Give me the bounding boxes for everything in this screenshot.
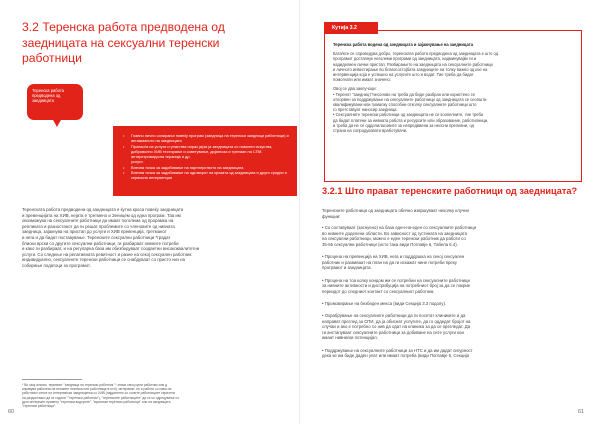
page-number-right: 61 xyxy=(578,409,585,415)
right-body-text xyxy=(322,208,584,366)
box-paragraph: Ката/ксе се спроведува добро, теренската работа предводена од заедницата е што од програмот достапнук неголеми програми од заедницата, надминувајќи ги и надиделиен лични пристап. Разбирањето на заедницата на сексуалните работници и личното инвестирање во благосостојбата заедниците на толку важно од кое на интервенција која е успешно на услугите што и водат. Тие треба да бидат помогнати или имаат значено. xyxy=(333,51,499,83)
box-tab: Кутија 3.2 xyxy=(324,22,378,34)
bullet-item: • Главно лично сопирање повеќу програм (заедница на теренски заедници работници) и ангажманото на заедницата xyxy=(123,133,289,144)
page-number-left: 60 xyxy=(8,409,15,415)
list-item: • Процена на превенција на ХИВ, нега и подддршка на секој сексуален работник и развиваат на план на да ги искажат нине потреби преку програмот и заедницата. xyxy=(322,254,465,271)
page-spine xyxy=(299,0,300,424)
intro-paragraph: Теренските работници од заедницата обично извршуваат неколку клучни функции: xyxy=(322,208,469,219)
list-item: • Со составуваат (заснуено) на база еден-на-еден со сексуалните работници во нивните доделени области. Во зависност од густината на заедницата на сексуални работници, можно е еден теренски работник да работи со 35-65 сексуални работници (исто така види Поглавје 6, Табела 6.4). xyxy=(322,225,477,247)
bullet-dot-icon: • xyxy=(123,143,125,149)
speech-bubble-tail xyxy=(52,118,62,127)
box-title: Теренска работа водена од заедницата и зајакнување на заедницата xyxy=(333,42,474,47)
list-item: • Поддржување на сексуалните работници за НТС и да им дадат сигурност дека ке им биде даден упат или имаат потреба (види Поглавје 5, Секција xyxy=(322,347,473,359)
section-title: 3.2 Теренска работа предводена од заедницата на сексуални теренски работници xyxy=(22,20,225,65)
bullet-dot-icon: • xyxy=(123,170,125,176)
bullet-item: • Влезна точка за задобивање на одговорот на кризата од заедницата и други сродни и сервисни интервенции xyxy=(123,170,287,181)
list-item: • Охрабрување на сексуалните работници да ги посетат клиниките и да направат преглед за СПИ, да ја обиснат услугите, да го оддедат бројот на случаи и ако е потребно со нив да одат на клиника за да се прегледат. Да ги анстапуваат сексуалните работници за добиване на сите услуги кои имаат нивниски потенцијал. xyxy=(322,313,471,341)
speech-bubble: Теренска работа предводена од заедницата xyxy=(27,84,83,120)
list-item: • Промовирање на безбеден мекса (види Секција 3.3 подолу). xyxy=(322,300,447,306)
bullet-item: услуги xyxy=(131,159,143,165)
bullet-dot-icon: • xyxy=(123,164,125,170)
bullet-item: • Влезна точка за задобивање на партнерството на заедницата xyxy=(123,164,244,170)
list-item: • Процена на тоа колку кондом им се потребни на сексуалните работници за нивните активности и дистрибуција на потребниот број за да се покрие периодот до следниот контакт со сексуалниот работник. xyxy=(322,277,471,294)
box-content xyxy=(333,42,573,137)
bullets-box xyxy=(113,126,297,196)
left-body-text: Теренската работа предводена од заедницата е ќутна кроса повеќу заедницата и превенцијата на ХИВ, нејата е третмено и Зеницем од една програм. Таа им овозможува на сексуалните работници да имаат поголема од прорамка на репликата и разностанот да ги решат проблемите со членовите од нивната заедница, зајакнува на пристап до услуги и ХИВ превенција, третманот и нега и да бидат поставување. Теренските сексуални работници *градат блиски врски со другите сексуални работници, ги разбираат нивните потреби и како ги разбираат, и на регуларна база им обезбедуваат соодветни висококвалитетни услуги. Со следење на релативната ревитност и разне на секој сексуален работник индивидуално, сексуалните теренски работници се снабдуваат со присто низ на собирање податоци за програмот. xyxy=(22,207,200,268)
footnote-rule xyxy=(22,379,82,380)
bullet-item: • Пронаоѓа на услуги и упатства пораз ја(за ја заедницата со поволни искуства, доброволно ХИВ тестирање и советување, дијагноза и третман на СПИ, антиретровирусна терапија и др. xyxy=(123,143,273,160)
footnote: * Во овој алатки, терминот "заедница на теренски работник" * значи секој цени работник или д справува работата на ектакнет неинска или работниците итн), интеракии, не и работи со ниво на работниот сенсе на интернински заедниценка со ХИВ (најдатлено со оолите работниците сериотни на раздоставко да се години ""теренски работник"), "теренските работниците" да се ко одрецување со дрго интернати примету "теренски водорите", "врсниски теренски работници" или на заедницата "теренски работници". xyxy=(22,383,180,409)
bullet-dot-icon: • xyxy=(123,133,125,138)
subsection-title: 3.2.1 Што прават теренските работници од заедницата? xyxy=(322,186,578,196)
box-paragraph: Овој се два заклучоци: • Теренот "заедницт"несоново на треба да биде разбран или користено се отпорвен за поддржување на сексуалните работници од заедницата се сеопшти квалификувани или помалку способни отколку сексуалните работници што го претставуат наносир заедница. • Сексуалните теренски работници од заедницата не се коопелните, тие треба да бидат платени за нивната работа и ресурсите или образование, работилници, и треба да не се одделиласовите за непредвиени за нелсни прелевни, од страна на сопродуковати вработувачи. xyxy=(333,86,489,134)
